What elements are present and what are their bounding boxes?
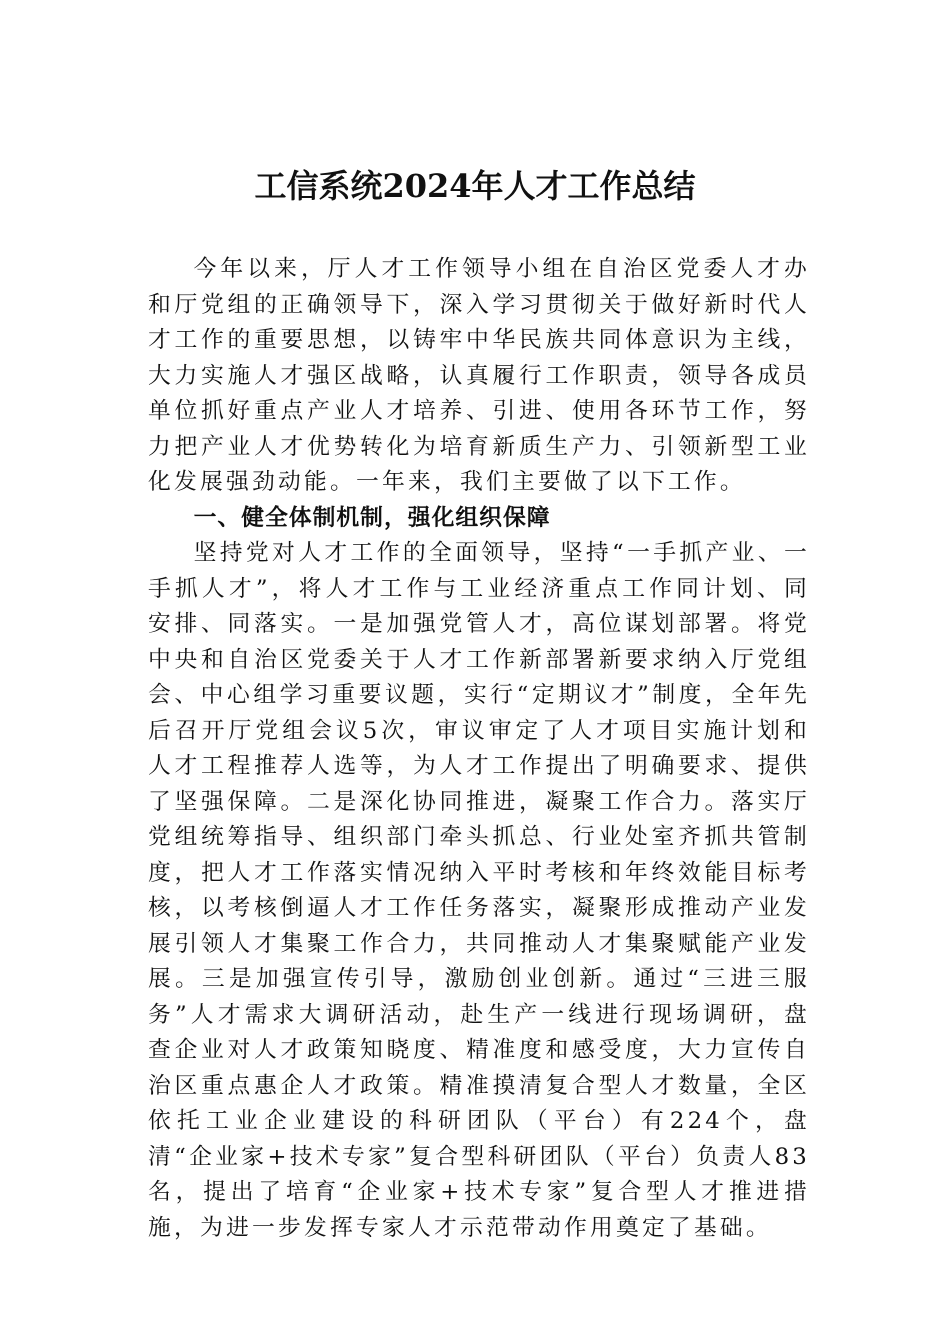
document-title: 工信系统2024年人才工作总结 [254, 167, 696, 205]
document-body [148, 252, 810, 1246]
intro-paragraph: 今年以来，厅人才工作领导小组在自治区党委人才办和厅党组的正确领导下，深入学习贯彻关于做好新时代人才工作的重要思想，以铸牢中华民族共同体意识为主线，大力实施人才强区战略，认真履行工作职责，领导各成员单位抓好重点产业人才培养、引进、使用各环节工作，努力把产业人才优势转化为培育新质生产力、引领新型工业化发展强劲动能。一年来，我们主要做了以下工作。 [148, 256, 810, 495]
section-heading: 一、健全体制机制，强化组织保障 [193, 504, 551, 531]
section-paragraph: 坚持党对人才工作的全面领导，坚持“一手抓产业、一手抓人才”，将人才工作与工业经济重点工作同计划、同安排、同落实。一是加强党管人才，高位谋划部署。将党中央和自治区党委关于人才工作新部署新要求纳入厅党组会、中心组学习重要议题，实行“定期议才”制度，全年先后召开厅党组会议5次，审议审定了人才项目实施计划和人才工程推荐人选等，为人才工作提出了明确要求、提供了坚强保障。二是深化协同推进，凝聚工作合力。落实厅党组统筹指导、组织部门牵头抓总、行业处室齐抓共管制度，把人才工作落实情况纳入平时考核和年终效能目标考核，以考核倒逼人才工作任务落实，凝聚形成推动产业发展引领人才集聚工作合力，共同推动人才集聚赋能产业发展。三是加强宣传引导，激励创业创新。通过“三进三服务”人才需求大调研活动，赴生产一线进行现场调研，盘查企业对人才政策知晓度、精准度和感受度，大力宣传自治区重点惠企人才政策。精准摸清复合型人才数量，全区依托工业企业建设的科研团队（平台）有224个，盘清“企业家+技术专家”复合型科研团队（平台）负责人83名，提出了培育“企业家+技术专家”复合型人才推进措施，为进一步发挥专家人才示范带动作用奠定了基础。 [148, 540, 810, 1241]
